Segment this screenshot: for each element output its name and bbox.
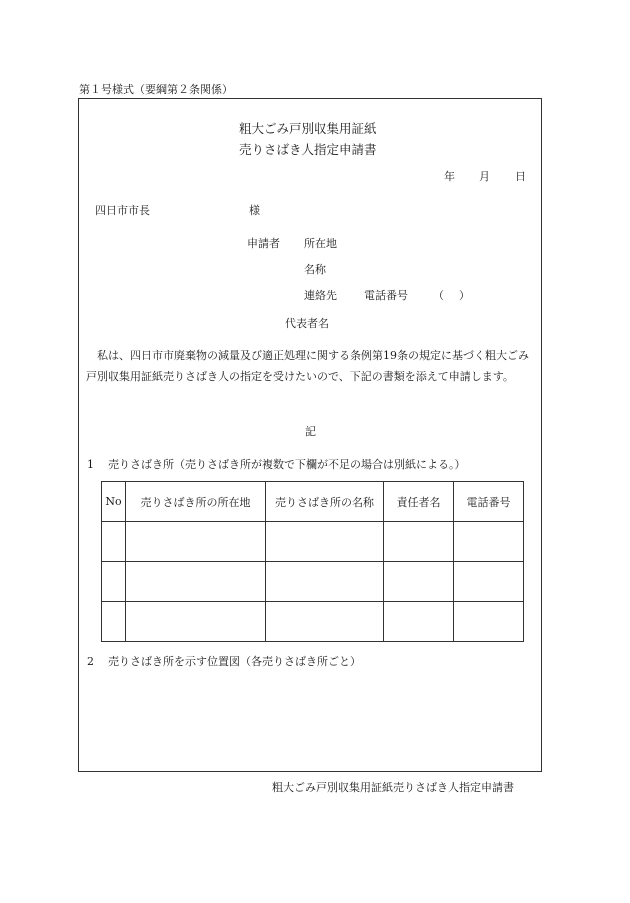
phone-paren-close: ） [459,289,470,302]
footer-title: 粗大ごみ戸別収集用証紙売りさばき人指定申請書 [272,781,514,794]
table-cell[interactable] [384,562,454,602]
ki-label: 記 [305,425,316,438]
title-line2: 売りさばき人指定申請書 [239,142,377,157]
table-cell[interactable] [266,602,384,642]
table-cell[interactable] [102,602,126,642]
date-year-label: 年 [444,170,455,183]
item1-text: 売りさばき所（売りさばき所が複数で下欄が不足の場合は別紙による。） [108,458,466,471]
table-row [102,602,524,642]
table-row [102,562,524,602]
col-header-name: 売りさばき所の名称 [266,482,384,522]
form-label: 第１号様式（要綱第２条関係） [79,83,233,96]
application-statement: 私は、四日市市廃棄物の減量及び適正処理に関する条例第19条の規定に基づく粗大ごみ戸別収集用証紙売りさばき人の指定を受けたいので、下記の書類を添えて申請します。 [86,349,529,383]
col-header-location: 売りさばき所の所在地 [126,482,266,522]
table-cell[interactable] [454,602,524,642]
table-cell[interactable] [266,522,384,562]
table-cell[interactable] [102,522,126,562]
phone-label: 電話番号 [364,289,408,302]
col-header-phone: 電話番号 [454,482,524,522]
table-cell[interactable] [454,562,524,602]
applicant-label: 申請者 [247,237,280,250]
table-header-row [102,482,524,522]
phone-paren-open: （ [433,289,444,302]
title-line1: 粗大ごみ戸別収集用証紙 [239,121,377,136]
date-month-label: 月 [479,170,490,183]
table-cell[interactable] [454,522,524,562]
table-cell[interactable] [384,602,454,642]
date-day-label: 日 [515,170,526,183]
table-cell[interactable] [126,522,266,562]
item2-text: 売りさばき所を示す位置図（各売りさばき所ごと） [108,655,361,668]
table-cell[interactable] [102,562,126,602]
sales-location-table [101,481,524,642]
col-header-manager: 責任者名 [384,482,454,522]
col-header-no: No [102,482,126,522]
item2-number: 2 [87,655,94,668]
table-cell[interactable] [126,602,266,642]
addressee-honorific: 様 [249,204,260,217]
representative-label: 代表者名 [285,317,329,330]
table-cell[interactable] [126,562,266,602]
addressee-name: 四日市市長 [95,204,150,217]
name-label: 名称 [304,263,326,276]
table-cell[interactable] [384,522,454,562]
table-row [102,522,524,562]
contact-label: 連絡先 [304,289,337,302]
table-cell[interactable] [266,562,384,602]
item1-number: 1 [87,458,94,471]
address-label: 所在地 [304,237,337,250]
